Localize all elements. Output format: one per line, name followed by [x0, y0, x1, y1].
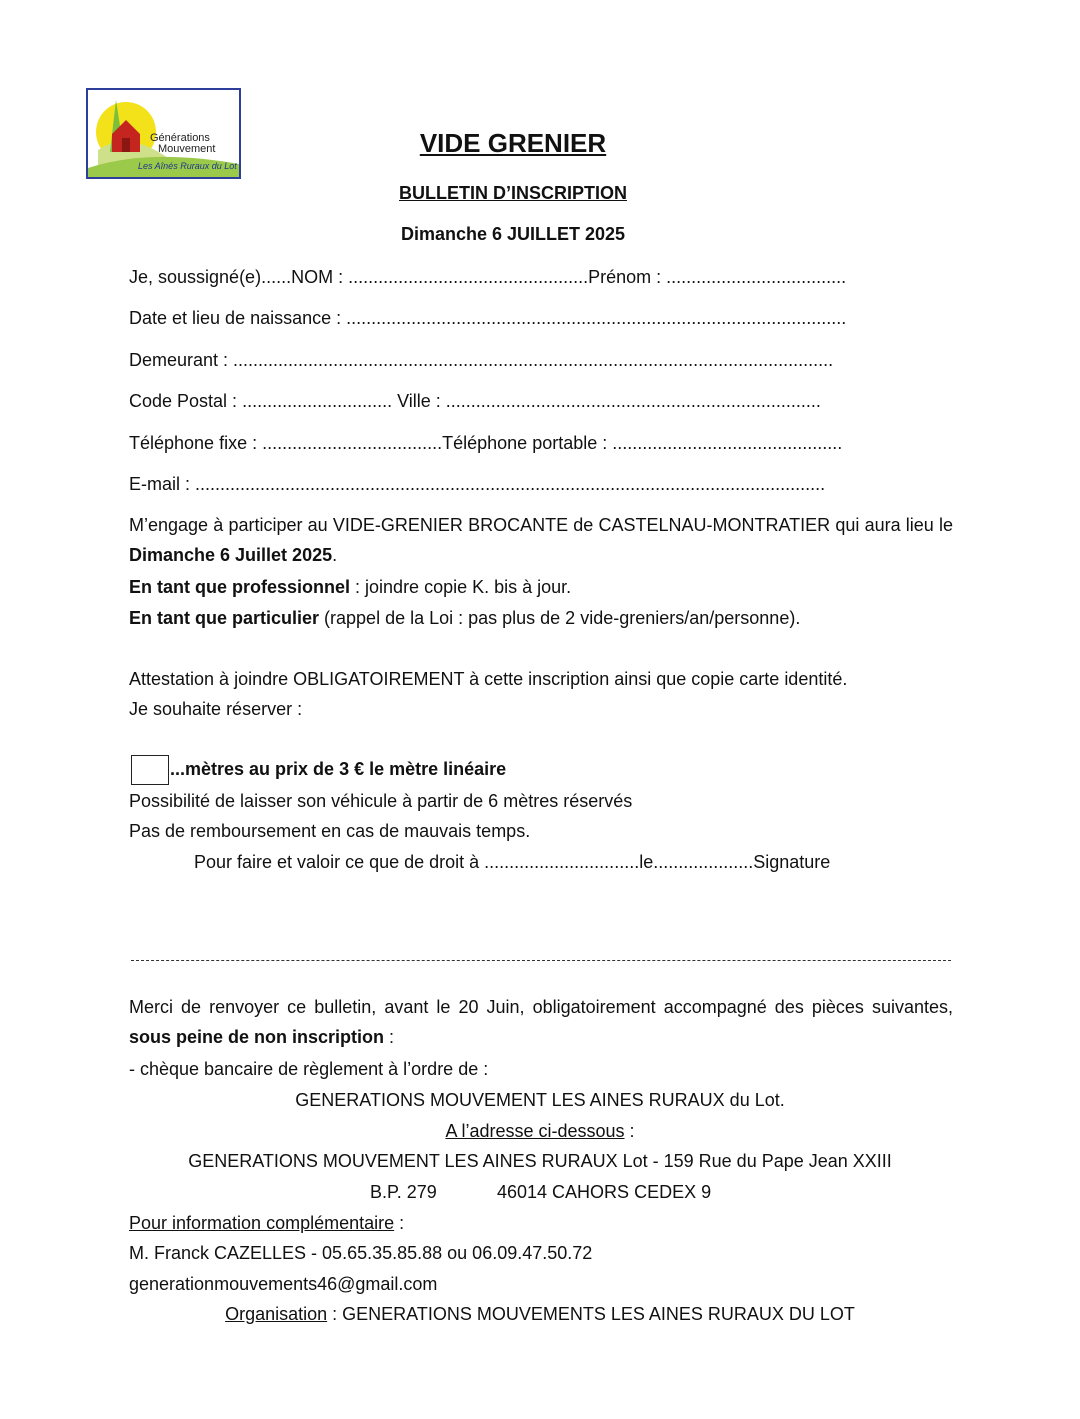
info-heading	[129, 1212, 404, 1234]
address-heading	[0, 1120, 1080, 1142]
organisation-label: Organisation	[225, 1304, 328, 1324]
return-text: Merci de renvoyer ce bulletin, avant le 20 Juin, obligatoirement accompagné des pièces suivantes,	[129, 997, 953, 1017]
cheque-text: - chèque bancaire de règlement à l’ordre de :	[129, 1059, 489, 1079]
cut-separator	[131, 960, 951, 961]
refund-text: Pas de remboursement en cas de mauvais temps.	[129, 821, 531, 841]
engagement-end: .	[332, 545, 338, 565]
generations-mouvement-logo	[86, 88, 241, 179]
return-paragraph	[129, 992, 953, 1052]
email-field[interactable]: E-mail : ..............................................................................................................................	[129, 474, 826, 494]
postal-address: GENERATIONS MOUVEMENT LES AINES RURAUX Lot - 159 Rue du Pape Jean XXIII	[188, 1151, 892, 1171]
signature-line[interactable]: Pour faire et valoir ce que de droit à ...............................le....................Signature	[194, 852, 831, 872]
engagement-date: Dimanche 6 Juillet 2025	[129, 545, 333, 565]
address-field[interactable]: Demeurant : ........................................................................................................................	[129, 350, 834, 370]
name-field[interactable]: Je, soussigné(e)......NOM : ................................................Prénom : ....................................	[129, 267, 847, 287]
professional-label: En tant que professionnel	[129, 577, 351, 597]
engagement-paragraph	[129, 510, 953, 570]
return-end: :	[384, 1027, 395, 1047]
organisation-line	[0, 1303, 1080, 1325]
page-title: VIDE GRENIER	[419, 128, 607, 158]
event-date: Dimanche 6 JUILLET 2025	[400, 224, 626, 244]
birth-field[interactable]: Date et lieu de naissance : ....................................................................................................	[129, 308, 847, 328]
postal-city-field[interactable]: Code Postal : .............................. Ville : ...........................................................................	[129, 391, 821, 411]
info-colon: :	[394, 1213, 405, 1233]
professional-text: : joindre copie K. bis à jour.	[350, 577, 572, 597]
address-colon: :	[624, 1121, 635, 1141]
meters-input-box[interactable]	[131, 755, 169, 785]
contact-email[interactable]: generationmouvements46@gmail.com	[129, 1274, 438, 1294]
po-box: B.P. 279	[370, 1182, 437, 1202]
logo-text-generations: Générations	[150, 132, 210, 144]
organisation-text: : GENERATIONS MOUVEMENTS LES AINES RURAUX DU LOT	[327, 1304, 855, 1324]
reserve-intro: Je souhaite réserver :	[129, 699, 303, 719]
address-label: A l’adresse ci-dessous	[445, 1121, 625, 1141]
payee-name: GENERATIONS MOUVEMENT LES AINES RURAUX du Lot.	[295, 1090, 785, 1110]
meters-price-text: ...mètres au prix de 3 € le mètre linéaire	[170, 759, 507, 779]
return-warning: sous peine de non inscription	[129, 1027, 385, 1047]
attestation-text: Attestation à joindre OBLIGATOIREMENT à cette inscription ainsi que copie carte identité.	[129, 669, 848, 689]
professional-line	[129, 576, 571, 598]
contact-line: M. Franck CAZELLES - 05.65.35.85.88 ou 06.09.47.50.72	[129, 1243, 593, 1263]
individual-line	[129, 607, 800, 629]
logo-text-aines-ruraux: Les Aînés Ruraux du Lot	[138, 161, 237, 171]
individual-text: (rappel de la Loi : pas plus de 2 vide-greniers/an/personne).	[319, 608, 801, 628]
postal-city: 46014 CAHORS CEDEX 9	[497, 1182, 712, 1202]
phone-field[interactable]: Téléphone fixe : ....................................Téléphone portable : ..............................................	[129, 433, 843, 453]
individual-label: En tant que particulier	[129, 608, 320, 628]
vehicle-text: Possibilité de laisser son véhicule à partir de 6 mètres réservés	[129, 791, 633, 811]
logo-text-mouvement: Mouvement	[158, 143, 216, 155]
engagement-text: M’engage à participer au VIDE-GRENIER BROCANTE de CASTELNAU-MONTRATIER qui aura lieu le	[129, 515, 953, 535]
info-label: Pour information complémentaire	[129, 1213, 395, 1233]
page-subtitle: BULLETIN D’INSCRIPTION	[399, 183, 627, 203]
